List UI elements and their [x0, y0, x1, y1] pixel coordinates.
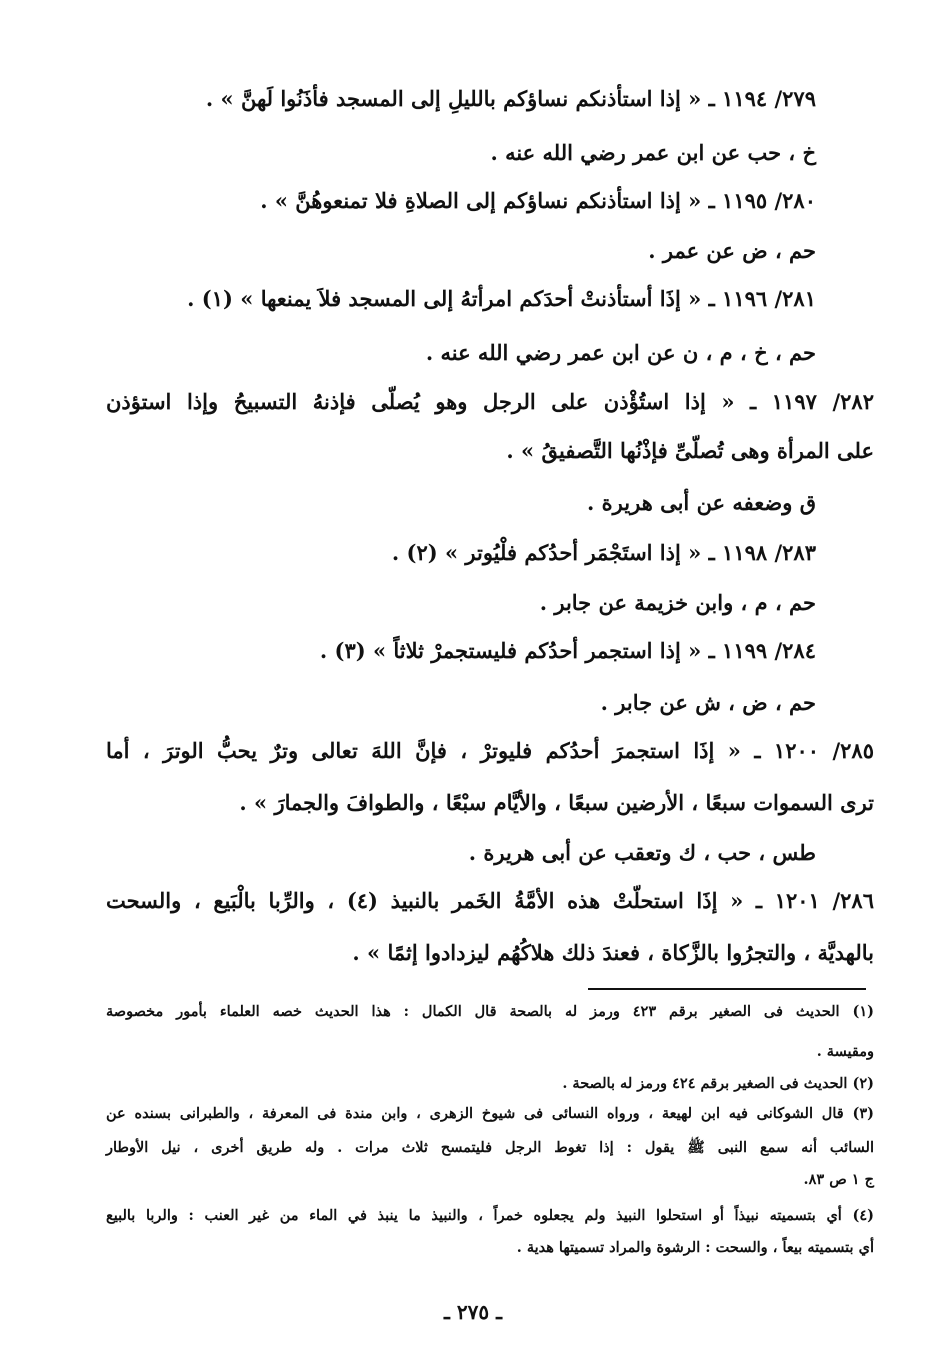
hadith-282-source: ق وضعفه عن أبى هريرة . [587, 490, 816, 515]
hadith-285-source: طس ، حب ، ك وتعقب عن أبى هريرة . [468, 840, 816, 865]
footnote-4-line1: (٤) أي بتسميته نبيذاً أو استحلوا النبيذ ولم يجعلوه خمراً ، والنبيذ ما ينبذ في الماء من غير العنب : والربا بالبيع [106, 1207, 874, 1224]
footnote-3-line2: السائب أنه سمع النبى ﷺ يقول : إذا تغوط الرجل فليتمسح ثلاث مرات . وله طريق أخرى ، نيل الأوطار [106, 1139, 874, 1156]
hadith-286-text-line1: ٢٨٦/ ١٢٠١ ـ « إذَا استحلّتْ هذه الأمَّةُ الخَمر بالنبيذ (٤) ، والرِّبا بالْبَيع ، والسحت [106, 888, 874, 913]
hadith-284-source: حم ، ض ، ش عن جابر . [600, 690, 816, 715]
hadith-285-text-line2: ترى السموات سبعًا ، الأرضين سبعًا ، والأيَّام سبْعًا ، والطوافَ والجمارَ » . [239, 790, 874, 815]
hadith-279-source: خ ، حب عن ابن عمر رضي الله عنه . [490, 140, 816, 165]
hadith-286-text-line2: بالهديَّة ، والتجرُوا بالزَّكاة ، فعندَ ذلك هلاكُهُم ليزدادوا إثمًا » . [352, 940, 874, 965]
hadith-282-text-line1: ٢٨٢/ ١١٩٧ ـ « إذا استُؤْذن على الرجل وهو يُصلّى فإذنهُ التسبيحُ وإذا استؤذن [106, 389, 874, 414]
hadith-284-text: ٢٨٤/ ١١٩٩ ـ « إذا استجمر أحدُكم فليستجمرْ ثلاثاً » (٣) . [319, 638, 816, 663]
hadith-281-source: حم ، خ ، م ، ن عن ابن عمر رضي الله عنه . [425, 340, 816, 365]
page-number: ـ ٢٧٥ ـ [444, 1300, 502, 1324]
hadith-283-source: حم ، م ، وابن خزيمة عن جابر . [539, 590, 816, 615]
footnote-4-line2: أي بتسميته بيعاً ، والسحت : الرشوة والمراد تسميتها هدية . [516, 1239, 874, 1256]
hadith-281-text: ٢٨١/ ١١٩٦ ـ « إذَا أستأذنتْ أحدَكم امرأتهُ إلى المسجد فلاَ يمنعها » (١) . [187, 286, 816, 311]
hadith-282-text-line2: على المرأة وهى تُصلّىِّ فإذْنُها التَّصفيقُ » . [506, 438, 874, 463]
hadith-285-text-line1: ٢٨٥/ ١٢٠٠ ـ « إذَا استجمرَ أحدُكم فليوترْ ، فإنَّ اللهَ تعالى وترٌ يحبُّ الوترَ ، أما [106, 738, 874, 763]
footnote-separator [588, 988, 866, 990]
footnote-1-line2: ومقيسة . [816, 1043, 874, 1060]
hadith-279-text: ٢٧٩/ ١١٩٤ ـ « إذا استأذنكم نساؤكم بالليلِ إلى المسجد فأذَنُوا لَهنَّ » . [205, 86, 816, 111]
footnote-1-line1: (١) الحديث فى الصغير برقم ٤٢٣ ورمز له بالصحة قال الكمال : هذا الحديث خصه العلماء بأمور مخصوصة [106, 1003, 874, 1020]
hadith-280-text: ٢٨٠/ ١١٩٥ ـ « إذا استأذنكم نساؤكم إلى الصلاةِ فلا تمنعوهُنَّ » . [260, 188, 816, 213]
footnote-3-line3: ج ١ ص ٨٣. [803, 1171, 874, 1188]
hadith-280-source: حم ، ض عن عمر . [648, 238, 816, 263]
footnote-2: (٢) الحديث فى الصغير برقم ٤٢٤ ورمز له بالصحة . [562, 1075, 874, 1092]
footnote-3-line1: (٣) قال الشوكانى فيه ابن لهيعة ، ورواه النسائى فى شيوخ الزهرى ، وابن مندة فى المعرفة ، والطبرانى بسنده عن [106, 1105, 874, 1122]
hadith-283-text: ٢٨٣/ ١١٩٨ ـ « إذا استَجْمَر أحدُكم فلْيُوتر » (٢) . [391, 540, 816, 565]
